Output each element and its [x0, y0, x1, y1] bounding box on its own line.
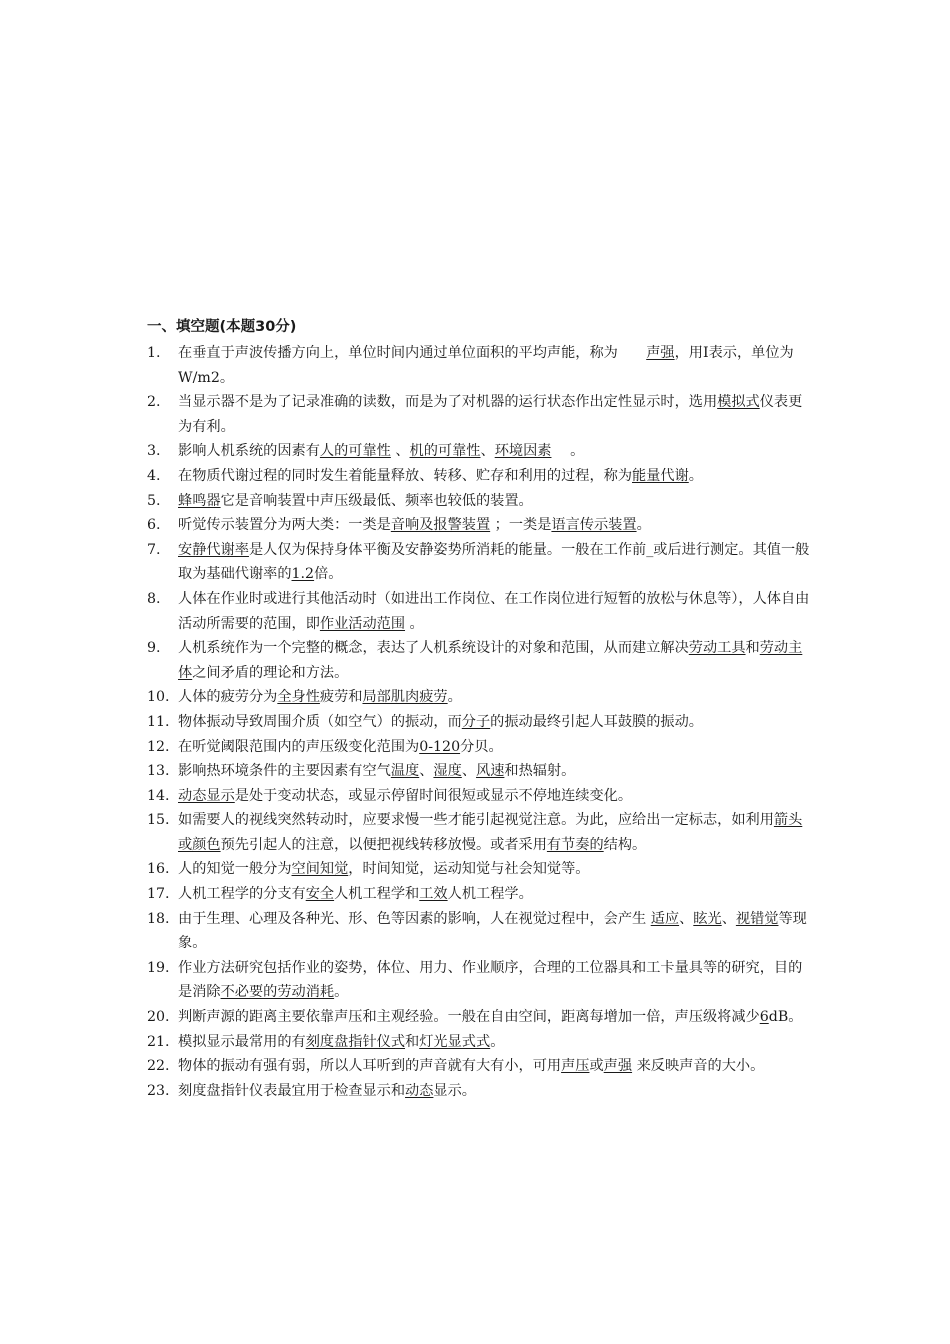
- question-text-segment: 模拟显示最常用的有: [178, 1033, 306, 1050]
- answer-blank: 空间知觉: [291, 861, 349, 878]
- question-text: [178, 464, 812, 489]
- question-number: 18.: [147, 910, 170, 927]
- question-text: [178, 538, 812, 587]
- answer-blank: 分子: [461, 713, 491, 730]
- question-text-segment: 或: [589, 1058, 604, 1075]
- answer-blank: 安全: [305, 886, 335, 903]
- question-text-segment: 分贝。: [460, 738, 503, 755]
- answer-blank: 蜂鸣器: [178, 492, 221, 509]
- answer-blank: 动态: [405, 1082, 434, 1099]
- question-text-segment: 人机工程学和: [334, 886, 420, 903]
- question-item: [147, 882, 812, 907]
- question-text: [178, 685, 812, 710]
- question-text: [178, 759, 812, 784]
- answer-blank: 0-120: [419, 738, 461, 755]
- question-text-segment: 。: [334, 984, 349, 1001]
- answer-blank: 眩光: [693, 910, 722, 927]
- question-number: 2.: [147, 394, 161, 411]
- question-text-segment: ，用I表示，单位为W/m2。: [178, 345, 794, 386]
- question-text-segment: 影响热环境条件的主要因素有空气: [178, 763, 391, 780]
- question-text-segment: 是人仅为保持身体平衡及安静姿势所消耗的能量。一般在工作前_或后进行测定。其值一般取为基础代谢率的: [178, 541, 810, 583]
- question-text: [178, 489, 812, 514]
- question-number: 20.: [147, 1009, 170, 1026]
- answer-blank: 刻度盘指针仪式: [305, 1033, 406, 1050]
- question-text-segment: 物体的振动有强有弱，所以人耳听到的声音就有大有小，可用: [178, 1058, 562, 1075]
- section-title: 一、填空题(本题30分): [147, 319, 297, 335]
- question-text-segment: ；一类是: [490, 517, 552, 534]
- question-item: [147, 1005, 812, 1030]
- question-text-segment: 。: [405, 615, 424, 632]
- answer-blank: 局部肌肉疲劳: [362, 689, 448, 706]
- question-list: [147, 341, 812, 1103]
- question-text: [178, 808, 812, 857]
- answer-blank: 不必要的劳动消耗: [220, 984, 335, 1001]
- question-item: [147, 390, 812, 439]
- question-text: [178, 1079, 812, 1104]
- question-item: [147, 1054, 812, 1079]
- answer-blank: 全身性: [277, 689, 320, 706]
- answer-blank: 语言传示装置: [551, 517, 637, 534]
- answer-blank: 工效: [419, 886, 448, 903]
- question-number: 8.: [147, 590, 161, 607]
- question-item: [147, 513, 812, 538]
- question-text-segment: 、: [721, 910, 736, 927]
- question-number: 15.: [147, 812, 170, 829]
- question-text-segment: 疲劳和: [319, 689, 363, 706]
- question-text-segment: 在垂直于声波传播方向上，单位时间内通过单位面积的平均声能，称为: [178, 345, 647, 361]
- question-text-segment: 的振动最终引起人耳鼓膜的振动。: [490, 713, 703, 730]
- question-text-segment: 和: [405, 1033, 420, 1050]
- answer-blank: 视错觉: [735, 910, 779, 927]
- question-number: 9.: [147, 640, 161, 657]
- question-text: [178, 907, 812, 956]
- question-number: 12.: [147, 738, 170, 755]
- question-text: [178, 735, 812, 760]
- question-text: [178, 956, 812, 1005]
- question-number: 3.: [147, 443, 161, 460]
- question-text-segment: 人机工程学的分支有: [178, 886, 306, 903]
- question-text-segment: 如需要人的视线突然转动时，应要求慢一些才能引起视觉注意。为此，应给出一定标志，如利用: [178, 812, 774, 829]
- question-text-segment: 人体的疲劳分为: [178, 689, 278, 706]
- question-item: [147, 759, 812, 784]
- question-text-segment: 人机工程学。: [447, 886, 533, 903]
- answer-blank: 能量代谢: [632, 467, 689, 484]
- question-item: [147, 464, 812, 489]
- question-number: 10.: [147, 689, 170, 706]
- question-text-segment: 。: [490, 1033, 505, 1050]
- question-text-segment: 人的知觉一般分为: [178, 861, 292, 878]
- question-text-segment: 预先引起人的注意，以便把视线转移放慢。或者采用: [220, 836, 547, 853]
- question-item: [147, 857, 812, 882]
- question-text: [178, 439, 812, 464]
- answer-blank: 音响及报警装置: [390, 517, 491, 534]
- question-number: 4.: [147, 467, 161, 484]
- question-text-segment: 是处于变动状态，或显示停留时间很短或显示不停地连续变化。: [234, 787, 633, 804]
- answer-blank: 动态显示: [178, 787, 235, 804]
- question-text-segment: 影响人机系统的因素有: [178, 443, 320, 460]
- answer-blank: 劳动主体: [178, 640, 803, 681]
- question-text-segment: 和: [745, 640, 760, 657]
- answer-blank: 适应: [650, 910, 680, 927]
- question-item: [147, 636, 812, 685]
- question-text-segment: 作业方法研究包括作业的姿势，体位、用力、作业顺序，合理的工位器具和工卡量具等的研究，目的是消除: [178, 959, 803, 1001]
- question-number: 1.: [147, 345, 161, 361]
- answer-blank: 机的可靠性: [409, 443, 481, 460]
- question-item: [147, 587, 812, 636]
- answer-blank: 模拟式: [717, 394, 760, 411]
- question-text: [178, 857, 812, 882]
- question-number: 21.: [147, 1033, 170, 1050]
- question-text: [178, 636, 812, 685]
- answer-blank: 灯光显式式: [419, 1033, 491, 1050]
- question-text-segment: 显示。: [433, 1082, 476, 1099]
- answer-blank: 作业活动范围: [319, 615, 406, 632]
- question-text-segment: 之间矛盾的理论和方法。: [192, 664, 349, 681]
- question-item: [147, 907, 812, 956]
- question-text-segment: 仪表更为有利。: [178, 394, 803, 435]
- question-item: [147, 735, 812, 760]
- question-text: [178, 587, 812, 636]
- question-text-segment: 判断声源的距离主要依靠声压和主观经验。一般在自由空间，距离每增加一倍，声压级将减少: [178, 1009, 760, 1026]
- question-number: 5.: [147, 492, 161, 509]
- question-text-segment: 结构。: [603, 836, 647, 853]
- question-text-segment: 、: [480, 443, 495, 460]
- question-text-segment: 和热辐射。: [504, 763, 576, 780]
- question-text-segment: 物体振动导致周围介质（如空气）的振动，而: [178, 713, 462, 730]
- question-text: [178, 882, 812, 907]
- question-text: [178, 710, 812, 735]
- question-number: 23.: [147, 1082, 170, 1099]
- question-item: [147, 784, 812, 809]
- answer-blank: 人的可靠性: [319, 443, 391, 460]
- exam-content: [147, 316, 812, 1103]
- answer-blank: 风速: [476, 763, 505, 780]
- question-number: 7.: [147, 541, 161, 558]
- question-text-segment: 在听觉阈限范围内的声压级变化范围为: [178, 738, 420, 755]
- question-text-segment: 、: [419, 763, 434, 780]
- question-text-segment: 人机系统作为一个完整的概念，表达了人机系统设计的对象和范围，从而建立解决: [178, 640, 689, 657]
- answer-blank: 环境因素: [494, 443, 552, 460]
- answer-blank: 1.2: [291, 566, 315, 583]
- question-text-segment: dB。: [768, 1009, 803, 1026]
- question-text: [178, 341, 812, 390]
- question-item: [147, 1079, 812, 1104]
- question-text-segment: 人体在作业时或进行其他活动时（如进出工作岗位、在工作岗位进行短暂的放松与休息等），人体自由活动所需要的范围，即: [178, 590, 810, 632]
- question-text-segment: 来反映声音的大小。: [632, 1058, 765, 1075]
- answer-blank: 箭头或颜色: [178, 812, 803, 853]
- question-text-segment: 等现象。: [178, 910, 807, 952]
- question-text-segment: 刻度盘指针仪表最宜用于检查显示和: [178, 1082, 406, 1099]
- question-number: 14.: [147, 787, 170, 804]
- question-text: [178, 1030, 812, 1055]
- question-text-segment: 。: [551, 443, 585, 460]
- question-text-segment: ，时间知觉，运动知觉与社会知觉等。: [348, 861, 590, 878]
- question-text: [178, 1005, 812, 1030]
- question-text-segment: 。: [447, 689, 462, 706]
- question-item: [147, 710, 812, 735]
- question-text: [178, 784, 812, 809]
- question-text-segment: 在物质代谢过程的同时发生着能量释放、转移、贮存和利用的过程，称为: [178, 467, 633, 484]
- question-text-segment: 、: [461, 763, 477, 780]
- question-text-segment: 。: [636, 517, 651, 534]
- question-number: 11.: [147, 713, 170, 730]
- question-item: [147, 538, 812, 587]
- answer-blank: 温度: [390, 763, 420, 780]
- question-text: [178, 390, 812, 439]
- question-number: 6.: [147, 517, 161, 534]
- question-text-segment: 当显示器不是为了记录准确的读数，而是为了对机器的运行状态作出定性显示时，选用: [178, 394, 718, 411]
- question-text-segment: 听觉传示装置分为两大类：一类是: [178, 517, 391, 534]
- question-text-segment: 倍。: [314, 566, 343, 583]
- answer-blank: 劳动工具: [688, 640, 746, 657]
- question-text-segment: 它是音响装置中声压级最低、频率也较低的装置。: [220, 492, 533, 509]
- answer-blank: 声强: [603, 1058, 633, 1075]
- question-item: [147, 1030, 812, 1055]
- question-text: [178, 513, 812, 538]
- question-item: [147, 685, 812, 710]
- question-number: 17.: [147, 886, 170, 903]
- question-number: 13.: [147, 763, 170, 780]
- question-item: [147, 956, 812, 1005]
- question-text: [178, 1054, 812, 1079]
- question-item: [147, 808, 812, 857]
- question-text-segment: 、: [679, 910, 694, 927]
- answer-blank: 湿度: [433, 763, 462, 780]
- answer-blank: 声强: [646, 345, 675, 361]
- question-item: [147, 341, 812, 390]
- answer-blank: 安静代谢率: [178, 541, 249, 558]
- question-number: 19.: [147, 959, 170, 976]
- answer-blank: 6: [759, 1009, 769, 1026]
- answer-blank: 声压: [561, 1058, 590, 1075]
- question-text-segment: 。: [688, 467, 703, 484]
- question-text-segment: 由于生理、心理及各种光、形、色等因素的影响，人在视觉过程中，会产生: [178, 910, 651, 927]
- question-number: 22.: [147, 1058, 170, 1075]
- answer-blank: 有节奏的: [546, 836, 604, 853]
- question-number: 16.: [147, 861, 170, 878]
- question-text-segment: 、: [390, 443, 410, 460]
- question-item: [147, 439, 812, 464]
- question-item: [147, 489, 812, 514]
